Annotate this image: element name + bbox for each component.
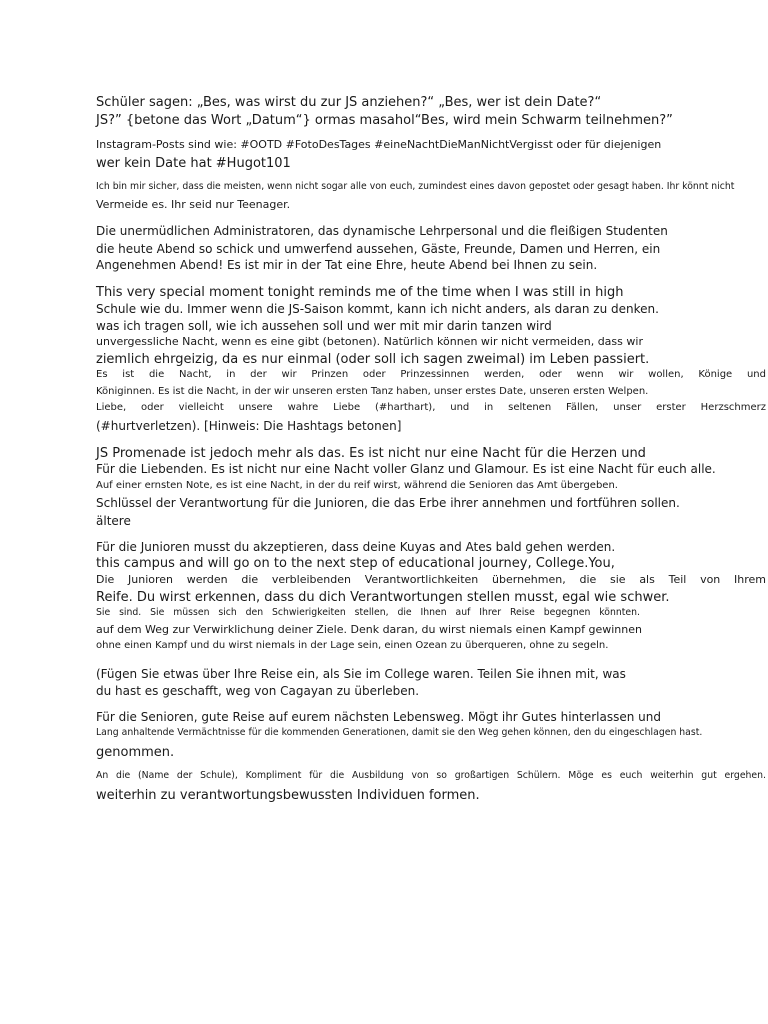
text-line: Schule wie du. Immer wenn die JS-Saison kommt, kann ich nicht anders, als daran zu denken. [96, 302, 659, 316]
text-line: Vermeide es. Ihr seid nur Teenager. [96, 198, 291, 211]
text-line: du hast es geschafft, weg von Cagayan zu überleben. [96, 684, 420, 698]
text-line: die heute Abend so schick und umwerfend aussehen, Gäste, Freunde, Damen und Herren, ein [96, 242, 661, 256]
text-line: ältere [96, 514, 131, 528]
text-line: (#hurtverletzen). [Hinweis: Die Hashtags betonen] [96, 419, 402, 433]
text-line: unvergessliche Nacht, wenn es eine gibt (betonen). Natürlich können wir nicht vermeiden, dass wir [96, 335, 643, 348]
text-line: Angenehmen Abend! Es ist mir in der Tat eine Ehre, heute Abend bei Ihnen zu sein. [96, 258, 598, 272]
text-line: Instagram-Posts sind wie: #OOTD #FotoDesTages #eineNachtDieManNichtVergisst oder für diejenigen [96, 138, 662, 151]
text-line: this campus and will go on to the next step of educational journey, College.You, [96, 556, 615, 571]
text-line: Die unermüdlichen Administratoren, das dynamische Lehrpersonal und die fleißigen Studenten [96, 224, 668, 238]
text-line: wer kein Date hat #Hugot101 [96, 156, 291, 171]
text-line: ohne einen Kampf und du wirst niemals in der Lage sein, einen Ozean zu überqueren, ohne zu segeln. [96, 640, 609, 651]
text-line: Die Junioren werden die verbleibenden Verantwortlichkeiten übernehmen, die sie als Teil von Ihrem [96, 573, 766, 586]
text-line: Königinnen. Es ist die Nacht, in der wir unseren ersten Tanz haben, unser erstes Date, unseren ersten Welpen. [96, 386, 649, 397]
text-line: ziemlich ehrgeizig, da es nur einmal (oder soll ich sagen zweimal) im Leben passiert. [96, 352, 650, 367]
text-line: Auf einer ernsten Note, es ist eine Nacht, in der du reif wirst, während die Senioren das Amt übergeben. [96, 480, 618, 491]
text-line: genommen. [96, 745, 175, 760]
text-line: An die (Name der Schule), Kompliment für die Ausbildung von so großartigen Schülern. Möge es euch weiterhin gut ergehen. [96, 770, 766, 781]
text-line: (Fügen Sie etwas über Ihre Reise ein, als Sie im College waren. Teilen Sie ihnen mit, was [96, 667, 626, 681]
text-line: Lang anhaltende Vermächtnisse für die kommenden Generationen, damit sie den Weg gehen können, den du eingeschlagen hast. [96, 727, 703, 738]
text-line: Es ist die Nacht, in der wir Prinzen oder Prinzessinnen werden, oder wenn wir wollen, Könige und [96, 369, 766, 380]
text-line: JS Promenade ist jedoch mehr als das. Es ist nicht nur eine Nacht für die Herzen und [96, 446, 646, 461]
text-line: was ich tragen soll, wie ich aussehen soll und wer mit mir darin tanzen wird [96, 319, 552, 333]
text-line: Für die Senioren, gute Reise auf eurem nächsten Lebensweg. Mögt ihr Gutes hinterlassen und [96, 710, 661, 724]
text-line: Schüler sagen: „Bes, was wirst du zur JS anziehen?“ „Bes, wer ist dein Date?“ [96, 95, 602, 110]
text-line: weiterhin zu verantwortungsbewussten Individuen formen. [96, 788, 480, 803]
text-line: Schlüssel der Verantwortung für die Junioren, die das Erbe ihrer annehmen und fortführen sollen. [96, 496, 680, 510]
text-line: Ich bin mir sicher, dass die meisten, wenn nicht sogar alle von euch, zumindest eines davon gepostet oder gesagt haben. Ihr könnt nicht [96, 181, 735, 192]
text-line: Liebe, oder vielleicht unsere wahre Liebe (#harthart), und in seltenen Fällen, unser erster Herzschmerz [96, 402, 766, 413]
text-line: JS?” {betone das Wort „Datum“} ormas masahol“Bes, wird mein Schwarm teilnehmen?” [96, 113, 673, 128]
text-line: This very special moment tonight reminds me of the time when I was still in high [96, 285, 624, 300]
text-line: Für die Liebenden. Es ist nicht nur eine Nacht voller Glanz und Glamour. Es ist eine Nacht für euch alle. [96, 462, 716, 476]
text-line: auf dem Weg zur Verwirklichung deiner Ziele. Denk daran, du wirst niemals einen Kampf gewinnen [96, 623, 642, 636]
text-line: Reife. Du wirst erkennen, dass du dich Verantwortungen stellen musst, egal wie schwer. [96, 590, 670, 605]
text-line: Sie sind. Sie müssen sich den Schwierigkeiten stellen, die Ihnen auf Ihrer Reise begegnen könnten. [96, 607, 640, 618]
text-line: Für die Junioren musst du akzeptieren, dass deine Kuyas and Ates bald gehen werden. [96, 540, 616, 554]
